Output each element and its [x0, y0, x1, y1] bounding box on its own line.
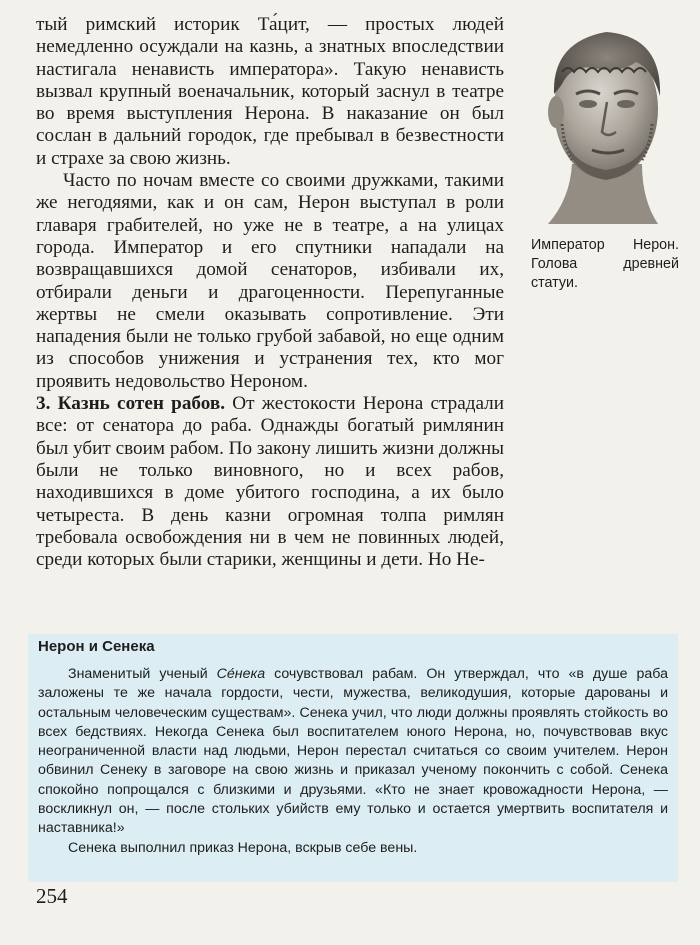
paragraph-2: Часто по ночам вместе со своими дружками, такими же негодяями, как и он сам, Нерон выступал в роли главаря грабителей, но уже не в театре, а на улицах города. Император и его спутники нападали на возвращавшихся домой сенаторов, избивали их, отбирали деньги и драгоценности. Перепуганные жертвы не смели оказывать сопротивление. Эти нападения были не только грубой забавой, но еще одним из способов унижения и устранения тех, кто мог проявить недовольство Нероном.: [36, 170, 504, 392]
sidebar-box-nero-and-seneca: [28, 634, 678, 882]
section-3-number: 3.: [36, 393, 51, 415]
image-caption: Император Нерон. Голова древней статуи.: [531, 237, 679, 291]
section-3-title: Казнь сотен рабов.: [57, 393, 226, 415]
nero-statue-head-image: [524, 14, 682, 224]
page-number: 254: [36, 884, 68, 908]
paragraph-1: тый римский историк Та́цит, — простых людей немедленно осуждали на казнь, а знатных впоследствии настигала ненависть императора». Такую ненависть вызвал крупный военачальник, который заснул в театре во время выступления Нерона. В наказание он был сослан в дальний городок, где пребывал в безвестности и страхе за свою жизнь.: [36, 14, 504, 169]
sidebar-para1-start: Знаменитый ученый: [68, 666, 217, 682]
sidebar-body: [38, 665, 668, 858]
section-3-text: От жестокости Нерона страдали все: от сенатора до раба. Однажды богатый римлянин был убит своим рабом. По закону лишить жизни должны были не только виновного, но и всех рабов, находившихся в доме убитого господина, а их было четыреста. В день казни огромная толпа римлян требовала освобождения ни в чем не повинных людей, среди которых были старики, женщины и дети. Но Не-: [36, 393, 504, 571]
seneca-name: Се́нека: [216, 666, 266, 682]
section-3: [36, 393, 504, 571]
sidebar-para1-rest: сочувствовал рабам. Он утверждал, что «в душе раба заложены те же начала гордости, чести, мужества, великодушия, которые дарованы и остальным человеческим существам». Сенека учил, что люди должны проявлять стойкость во всех бедствиях. Некогда Сенека был воспитателем юного Нерона, но, почувствовав вкус неограниченной власти над людьми, Нерон перестал считаться со своим учителем. Нерон обвинил Сенеку в заговоре на свою жизнь и приказал ученому покончить с собой. Сенека спокойно попрощался с близкими и друзьями. «Кто не знает кровожадности Нерона, — воскликнул он, — после стольких убийств ему только и остается умертвить воспитателя и наставника!»: [38, 666, 668, 837]
sidebar-paragraph-2: Сенека выполнил приказ Нерона, вскрыв себе вены.: [68, 839, 418, 856]
sidebar-title: Нерон и Сенека: [38, 638, 155, 655]
main-text-column: [36, 14, 504, 571]
sidebar-paragraph-1: [38, 665, 668, 839]
